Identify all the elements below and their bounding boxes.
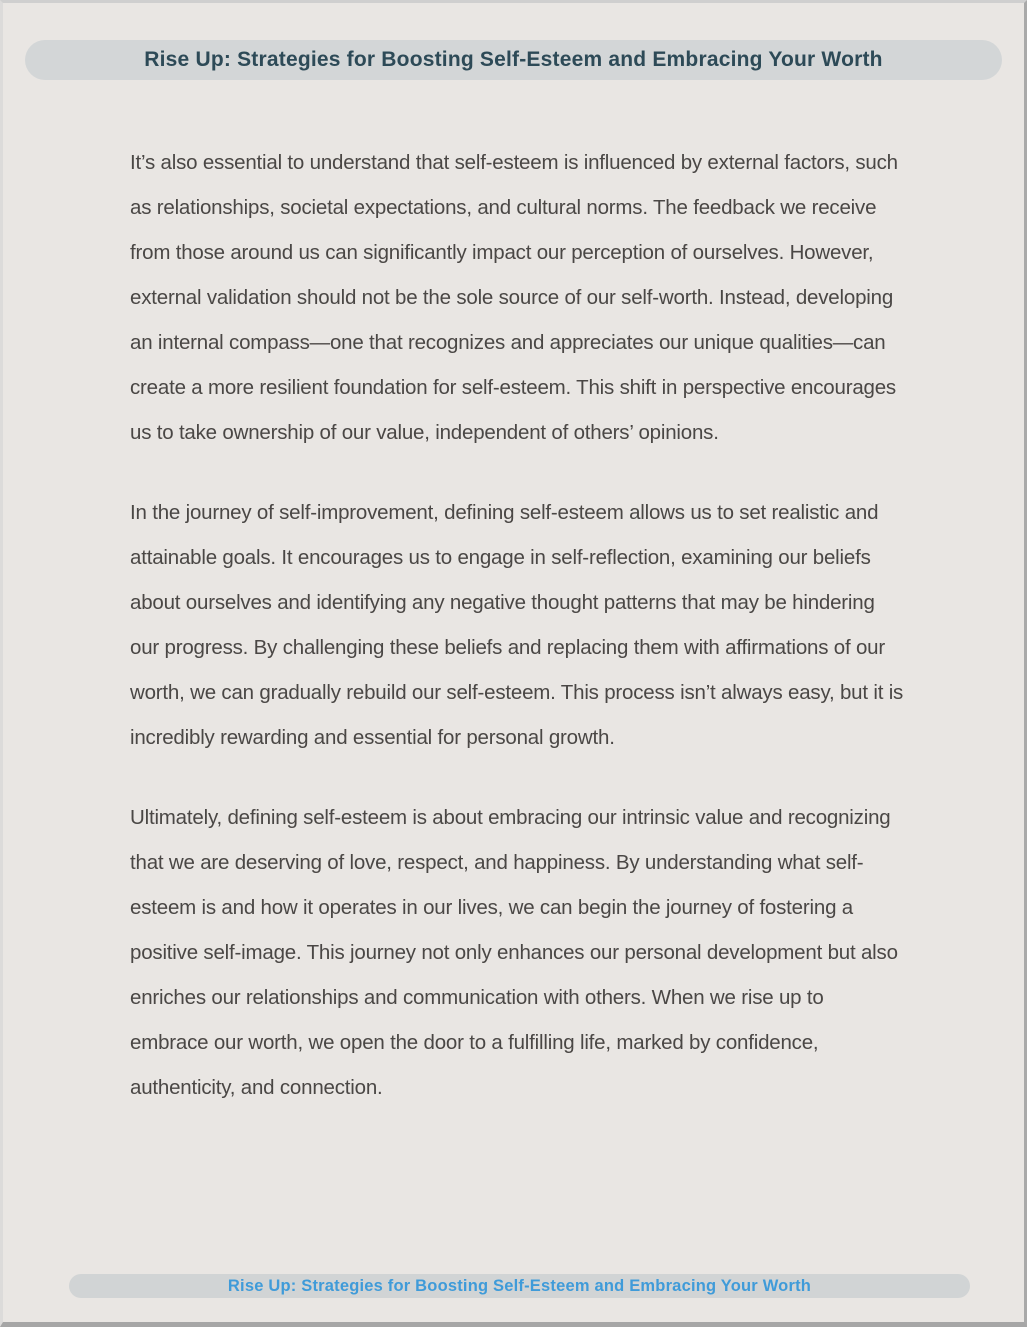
body-paragraph-2: In the journey of self-improvement, defining self-esteem allows us to set realistic and attainable goals. It encourages us to engage in self-reflection, examining our beliefs about ourselves and identifying any negative thought patterns that may be hindering our progress. By challenging these beliefs and replacing them with affirmations of our worth, we can gradually rebuild our self-esteem. This process isn’t always easy, but it is incredibly rewarding and essential for personal growth.: [130, 501, 904, 749]
document-body: [3, 80, 1024, 1110]
document-title: Rise Up: Strategies for Boosting Self-Esteem and Embracing Your Worth: [144, 48, 883, 71]
header-title-banner: [25, 40, 1002, 80]
footer-title-banner: [69, 1274, 970, 1298]
body-paragraph-1: It’s also essential to understand that self-esteem is influenced by external factors, such as relationships, societal expectations, and cultural norms. The feedback we receive from those around us can significantly impact our perception of ourselves. However, external validation should not be the sole source of our self-worth. Instead, developing an internal compass—one that recognizes and appreciates our unique qualities—can create a more resilient foundation for self-esteem. This shift in perspective encourages us to take ownership of our value, independent of others’ opinions.: [130, 151, 898, 444]
body-paragraph-3: Ultimately, defining self-esteem is about embracing our intrinsic value and recognizing that we are deserving of love, respect, and happiness. By understanding what self-esteem is and how it operates in our lives, we can begin the journey of fostering a positive self-image. This journey not only enhances our personal development but also enriches our relationships and communication with others. When we rise up to embrace our worth, we open the door to a fulfilling life, marked by confidence, authenticity, and connection.: [130, 806, 898, 1099]
footer-title-link[interactable]: Rise Up: Strategies for Boosting Self-Esteem and Embracing Your Worth: [227, 1276, 812, 1295]
